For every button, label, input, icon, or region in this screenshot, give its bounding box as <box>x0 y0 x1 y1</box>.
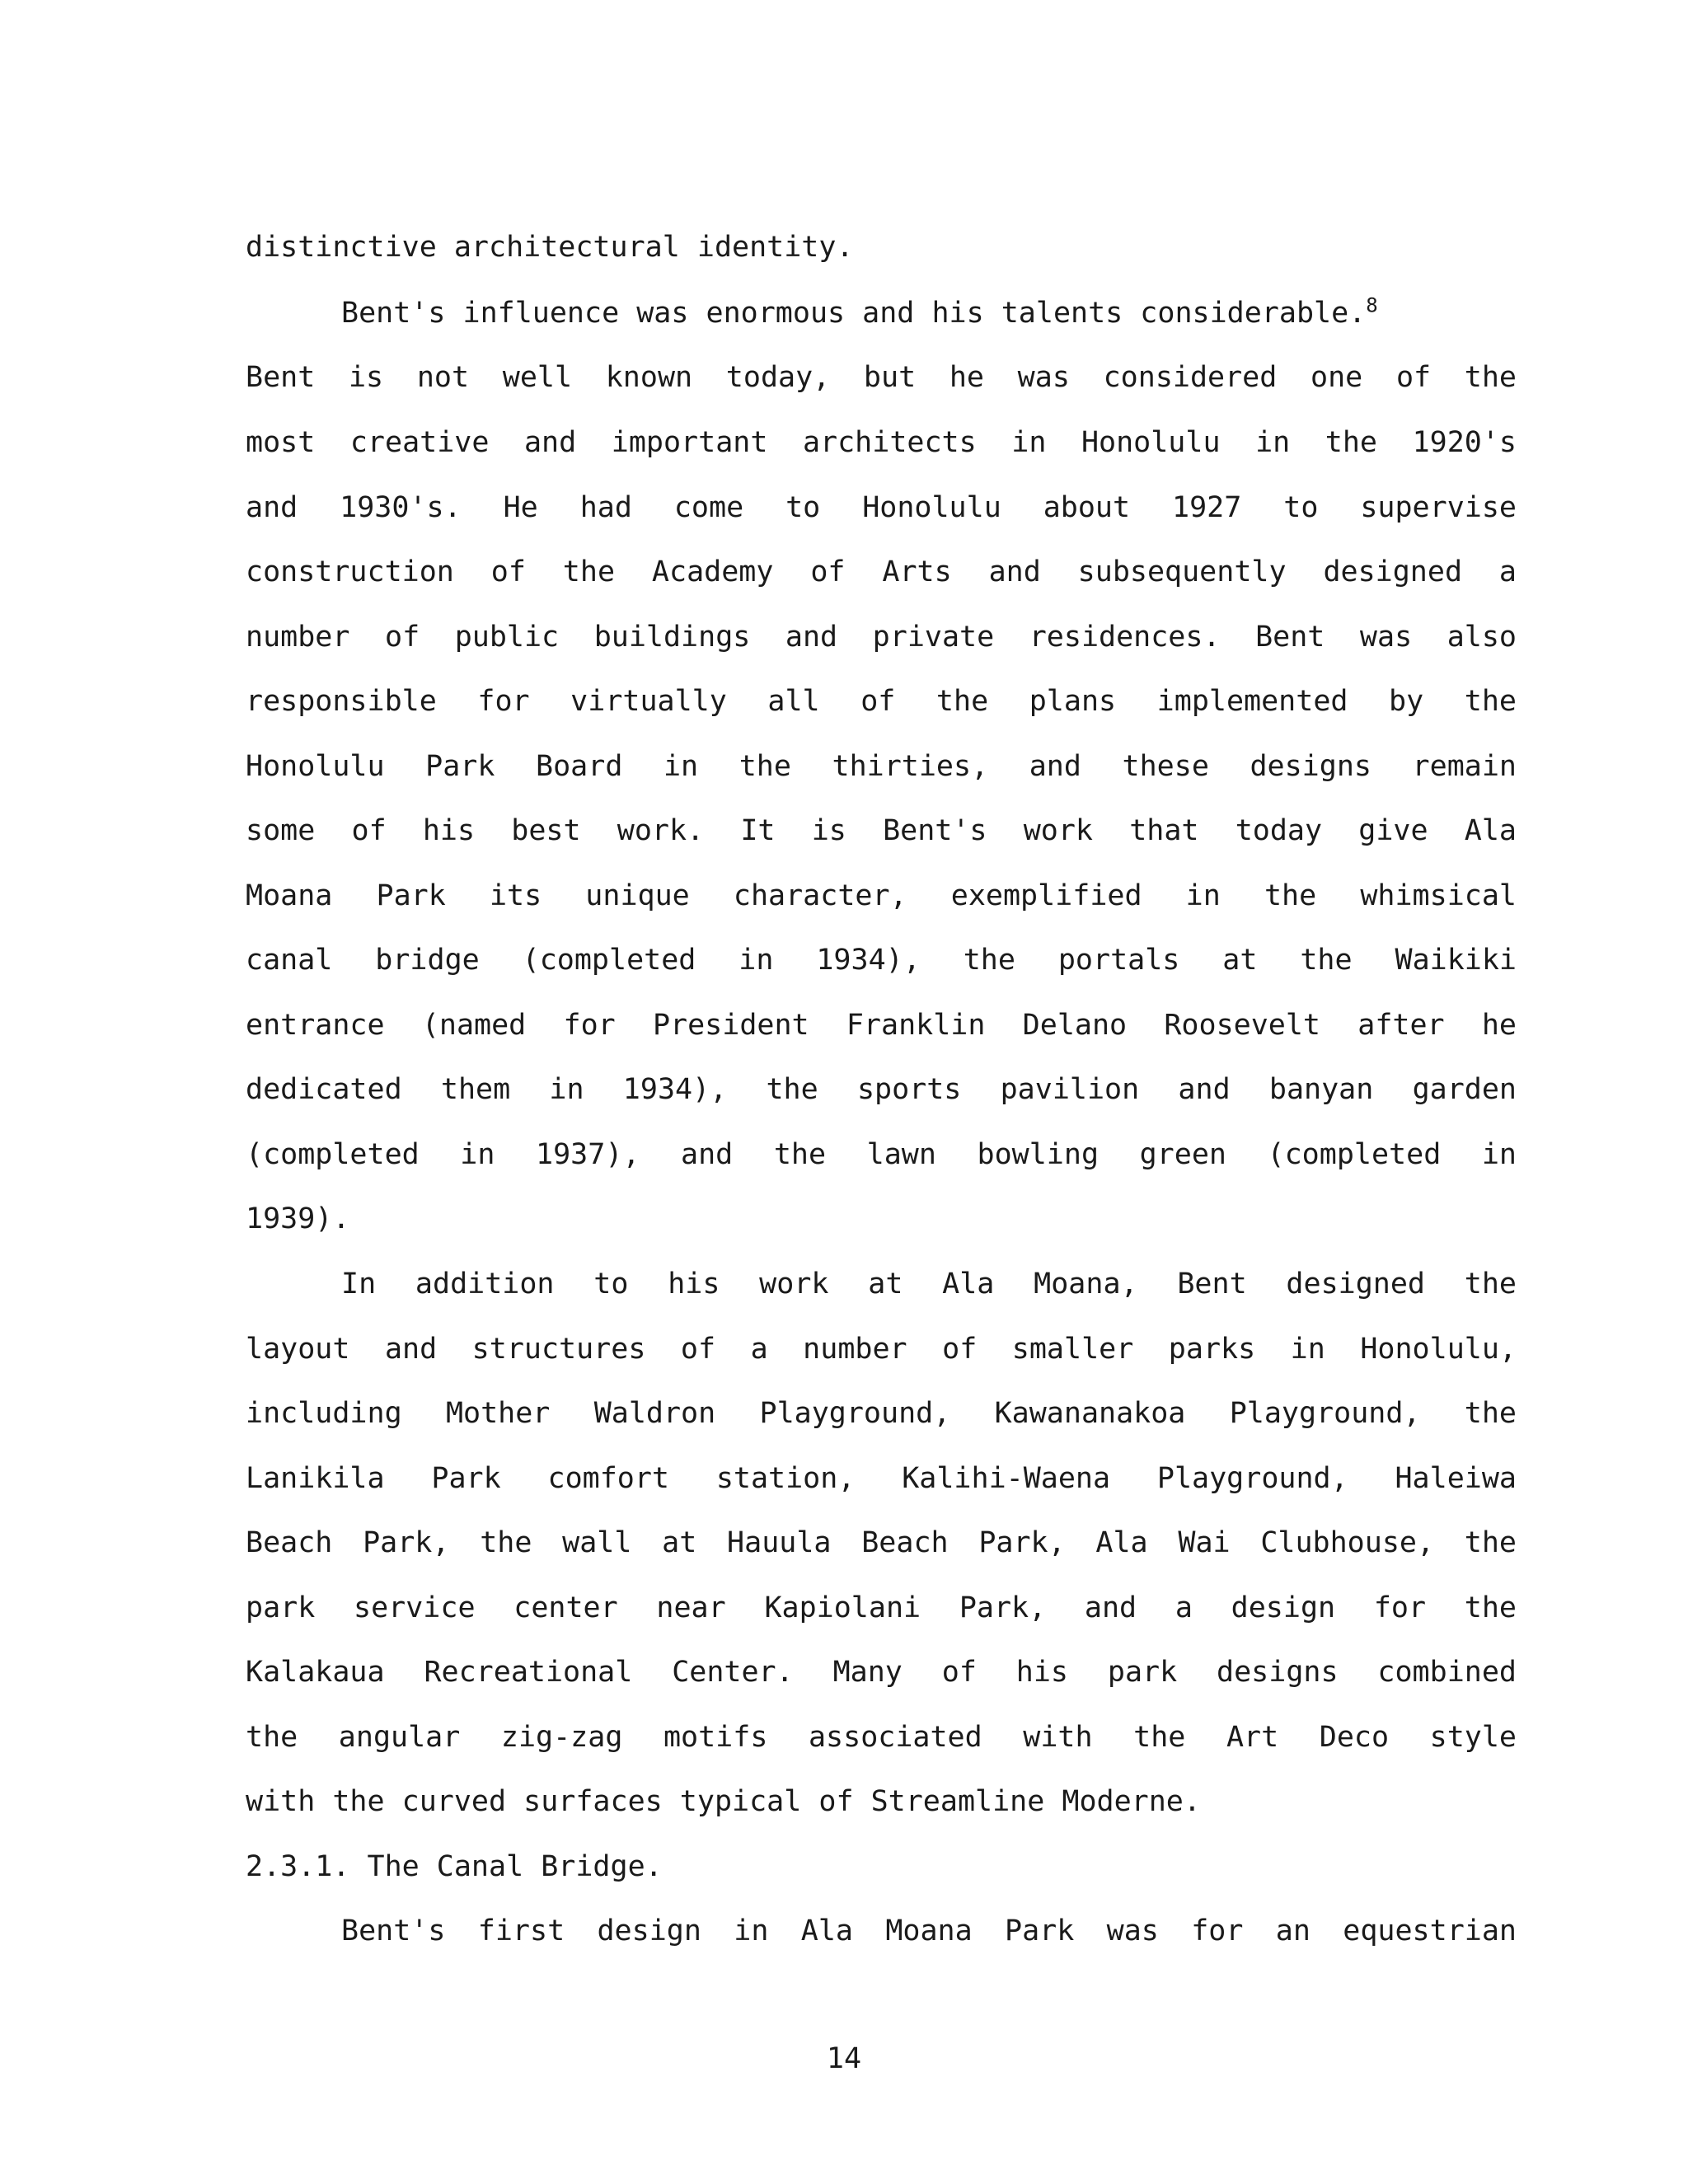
text-line: In addition to his work at Ala Moana, Bent designed the <box>341 1268 1517 1301</box>
page-number: 14 <box>826 2042 862 2075</box>
text-line: canal bridge (completed in 1934), the portals at the Waikiki <box>246 944 1517 977</box>
text-line: some of his best work. It is Bent's work that today give Ala <box>246 814 1517 847</box>
text-line: 1939). <box>246 1202 350 1235</box>
text-line: park service center near Kapiolani Park, and a design for the <box>246 1591 1517 1624</box>
text-line: distinctive architectural identity. <box>246 231 854 264</box>
text-line: the angular zig-zag motifs associated with the Art Deco style <box>246 1721 1517 1754</box>
text-line: Kalakaua Recreational Center. Many of his park designs combined <box>246 1656 1517 1689</box>
text-line: Bent is not well known today, but he was considered one of the <box>246 361 1517 394</box>
text-line: responsible for virtually all of the plans implemented by the <box>246 685 1517 718</box>
text-line: Beach Park, the wall at Hauula Beach Park, Ala Wai Clubhouse, the <box>246 1526 1517 1559</box>
text-line: and 1930's. He had come to Honolulu about 1927 to supervise <box>246 491 1517 524</box>
text-line: Lanikila Park comfort station, Kalihi-Waena Playground, Haleiwa <box>246 1462 1517 1495</box>
text-line: construction of the Academy of Arts and subsequently designed a <box>246 555 1517 588</box>
text-line: most creative and important architects in Honolulu in the 1920's <box>246 426 1517 459</box>
text-line <box>341 295 1517 331</box>
text-line: including Mother Waldron Playground, Kawananakoa Playground, the <box>246 1397 1517 1430</box>
text-line: entrance (named for President Franklin Delano Roosevelt after he <box>246 1009 1517 1042</box>
text-line: Bent's first design in Ala Moana Park was for an equestrian <box>341 1915 1517 1947</box>
text-line: with the curved surfaces typical of Streamline Moderne. <box>246 1785 1201 1818</box>
text-line-content: Bent's influence was enormous and his talents considerable. <box>341 297 1367 330</box>
footnote-marker: 8 <box>1366 293 1378 317</box>
text-line: Honolulu Park Board in the thirties, and these designs remain <box>246 750 1517 783</box>
text-line: (completed in 1937), and the lawn bowling green (completed in <box>246 1138 1517 1171</box>
text-line: Moana Park its unique character, exemplified in the whimsical <box>246 879 1517 912</box>
text-line: number of public buildings and private residences. Bent was also <box>246 621 1517 654</box>
section-heading: 2.3.1. The Canal Bridge. <box>246 1850 663 1883</box>
text-line: layout and structures of a number of smaller parks in Honolulu, <box>246 1333 1517 1366</box>
text-line: dedicated them in 1934), the sports pavilion and banyan garden <box>246 1073 1517 1106</box>
